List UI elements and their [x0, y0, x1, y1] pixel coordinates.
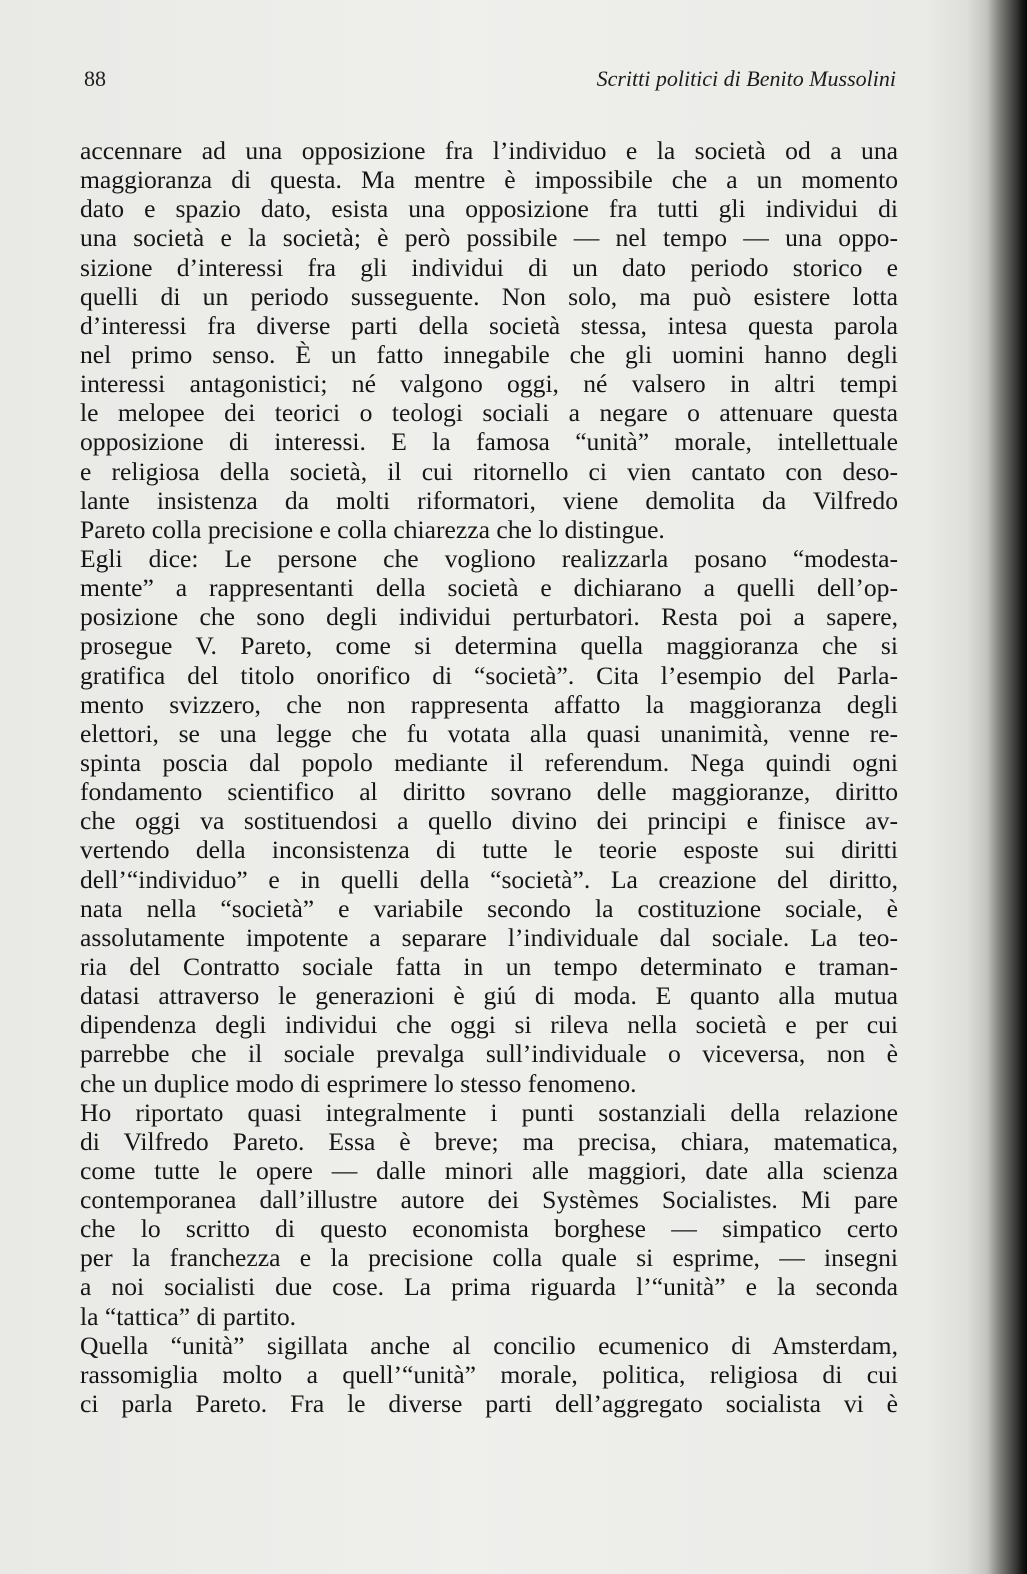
text-line: e religiosa della società, il cui ritornello ci vien cantato con deso-: [80, 456, 898, 486]
text-line: parrebbe che il sociale prevalga sull’individuale o viceversa, non è: [80, 1039, 898, 1069]
text-line: le melopee dei teorici o teologi sociali a negare o attenuare questa: [80, 398, 898, 428]
text-line: mente” a rappresentanti della società e dichiarano a quelli dell’op-: [80, 573, 898, 603]
text-line: accennare ad una opposizione fra l’individuo e la società od a una: [80, 136, 898, 165]
text-line: come tutte le opere — dalle minori alle maggiori, date alla scienza: [80, 1155, 898, 1185]
text-line: d’interessi fra diverse parti della società stessa, intesa questa parola: [80, 310, 898, 340]
body-text: [80, 136, 898, 1418]
text-line: per la franchezza e la precisione colla quale si esprime, — insegni: [80, 1243, 898, 1273]
text-line: quelli di un periodo susseguente. Non solo, ma può esistere lotta: [80, 281, 898, 311]
text-line: Pareto colla precisione e colla chiarezza che lo distingue.: [80, 514, 665, 544]
text-line: opposizione di interessi. E la famosa “unità” morale, intellettuale: [80, 427, 898, 457]
text-line: vertendo della inconsistenza di tutte le teorie esposte sui diritti: [80, 835, 898, 865]
text-line: nata nella “società” e variabile secondo la costituzione sociale, è: [80, 893, 898, 923]
text-line: dipendenza degli individui che oggi si rileva nella società e per cui: [80, 1010, 898, 1040]
text-line: prosegue V. Pareto, come si determina quella maggioranza che si: [80, 631, 898, 661]
text-line: spinta poscia dal popolo mediante il referendum. Nega quindi ogni: [80, 747, 898, 777]
page-gutter-shadow: [967, 0, 1027, 1574]
text-line: mento svizzero, che non rappresenta affatto la maggioranza degli: [80, 689, 898, 719]
text-line: assolutamente impotente a separare l’individuale dal sociale. La teo-: [80, 922, 898, 952]
text-line: elettori, se una legge che fu votata alla quasi unanimità, venne re-: [80, 718, 898, 748]
text-line: ci parla Pareto. Fra le diverse parti dell’aggregato socialista vi è: [80, 1389, 898, 1419]
text-line: datasi attraverso le generazioni è giú di moda. E quanto alla mutua: [80, 981, 898, 1011]
text-line: una società e la società; è però possibile — nel tempo — una oppo-: [80, 223, 898, 253]
text-line: fondamento scientifico al diritto sovrano delle maggioranze, diritto: [80, 777, 898, 807]
text-line: dato e spazio dato, esista una opposizione fra tutti gli individui di: [80, 194, 898, 224]
text-line: gratifica del titolo onorifico di “società”. Cita l’esempio del Parla-: [80, 660, 898, 690]
text-line: di Vilfredo Pareto. Essa è breve; ma precisa, chiara, matematica,: [80, 1126, 898, 1156]
text-line: interessi antagonistici; né valgono oggi, né valsero in altri tempi: [80, 369, 898, 399]
text-line: Quella “unità” sigillata anche al concilio ecumenico di Amsterdam,: [80, 1330, 898, 1360]
text-line: dell’“individuo” e in quelli della “società”. La creazione del diritto,: [80, 864, 898, 894]
text-line: lante insistenza da molti riformatori, viene demolita da Vilfredo: [80, 485, 898, 515]
text-line: sizione d’interessi fra gli individui di un dato periodo storico e: [80, 252, 898, 282]
text-line: ria del Contratto sociale fatta in un tempo determinato e traman-: [80, 951, 898, 981]
text-line: Ho riportato quasi integralmente i punti sostanziali della relazione: [80, 1097, 898, 1127]
page-number: 88: [84, 66, 106, 91]
running-title: Scritti politici di Benito Mussolini: [596, 66, 896, 91]
text-line: che un duplice modo di esprimere lo stesso fenomeno.: [80, 1068, 637, 1098]
text-line: che oggi va sostituendosi a quello divino dei principi e finisce av-: [80, 806, 898, 836]
running-head: [84, 66, 896, 102]
text-line: posizione che sono degli individui perturbatori. Resta poi a sapere,: [80, 602, 898, 632]
text-line: Egli dice: Le persone che vogliono realizzarla posano “modesta-: [80, 543, 898, 573]
text-line: a noi socialisti due cose. La prima riguarda l’“unità” e la seconda: [80, 1272, 898, 1302]
text-line: la “tattica” di partito.: [80, 1301, 297, 1331]
text-line: contemporanea dall’illustre autore dei Systèmes Socialistes. Mi pare: [80, 1185, 898, 1215]
text-line: che lo scritto di questo economista borghese — simpatico certo: [80, 1214, 898, 1244]
text-line: maggioranza di questa. Ma mentre è impossibile che a un momento: [80, 165, 898, 195]
text-line: nel primo senso. È un fatto innegabile che gli uomini hanno degli: [80, 339, 898, 369]
text-line: rassomiglia molto a quell’“unità” morale, politica, religiosa di cui: [80, 1359, 898, 1389]
